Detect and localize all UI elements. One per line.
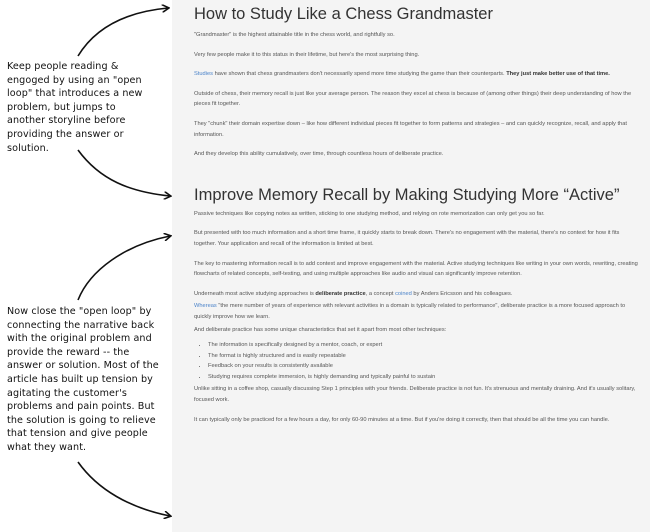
- section2-paragraph: The key to mastering information recall is to add context and improve engagement with the material. Active studying techniques like writing in your own words, rewriting, creating flowcharts of related concepts, self-testing, and using multiple approaches like audio and visual can significantly improve retention.: [194, 260, 638, 278]
- list-item: • The information is specifically designed by a mentor, coach, or expert: [208, 340, 640, 351]
- section2-title: Improve Memory Recall by Making Studying More “Active”: [194, 185, 620, 204]
- section2-paragraph: And deliberate practice has some unique characteristics that set it apart from most other techniques:: [194, 326, 447, 333]
- section1-paragraph: They "chunk" their domain expertise down – like how different individual pieces fit together to form patterns and strategies – and can quickly recognize, recall, and apply that information.: [194, 120, 627, 138]
- section2-paragraph: Whereas "the mere number of years of experience with relevant activities in a domain is typically related to performance", deliberate practice is a more focused approach to quickly improve how we learn.: [194, 303, 626, 320]
- section1-paragraph: "Grandmaster" is the highest attainable title in the chess world, and rightfully so.: [194, 32, 395, 38]
- annotation-open-loop: Keep people reading & engoged by using an "open loop" that introduces a new problem, but jumps to another storyline before providing the answer or solution.: [7, 61, 143, 154]
- arrow-to-section2-top: [78, 236, 170, 300]
- section1-paragraph: Studies have shown that chess grandmasters don't necessarily spend more time studying the game than their counterparts. They just make better use of that time.: [194, 71, 610, 78]
- section2-paragraph: But presented with too much information and a short time frame, it quickly starts to break down. There's no engagement with the material, there's no context for how it fits together. Your application and recall of the information is limited at best.: [194, 230, 620, 247]
- annotation-close-loop: Now close the "open loop" by connecting the narrative back with the original problem and provide the reward -- the answer or solution. Most of the article has built up tension by agitating the customer's problems and pain points. But the solution is going to relieve that tension and give people what they want.: [7, 306, 159, 453]
- section2-paragraph: It can typically only be practiced for a few hours a day, for only 60-90 minutes at a time. But if you're doing it correctly, then that should be all the time you can handle.: [194, 416, 610, 423]
- arrow-to-section1-end: [78, 150, 170, 196]
- section2-paragraph: Passive techniques like copying notes as written, sticking to one studying method, and relying on rote memorization can only get you so far.: [194, 210, 545, 217]
- list-item: • The format is highly structured and is easily repeatable: [208, 351, 640, 362]
- arrow-to-section1-top: [78, 8, 168, 56]
- section2-paragraph: Underneath most active studying approaches is deliberate practice, a concept coined by Anders Ericsson and his colleagues.: [194, 290, 513, 297]
- studies-link[interactable]: Studies: [194, 71, 213, 78]
- whereas-link[interactable]: Whereas: [194, 303, 217, 310]
- characteristics-list: [208, 340, 640, 382]
- annotation-arrows: [0, 0, 200, 532]
- coined-link[interactable]: coined: [395, 290, 412, 297]
- list-item: • Studying requires complete immersion, is highly demanding and typically painful to sustain: [208, 372, 640, 383]
- list-item: • Feedback on your results is consistently available: [208, 361, 640, 372]
- section1-paragraph: And they develop this ability cumulatively, over time, through countless hours of deliberate practice.: [194, 151, 444, 158]
- section1-paragraph: Very few people make it to this status in their lifetime, but here's the most surprising thing.: [194, 51, 420, 58]
- article-screenshot: [172, 0, 650, 532]
- arrow-to-section2-end: [78, 462, 170, 516]
- section1-title: How to Study Like a Chess Grandmaster: [194, 5, 493, 23]
- section2-paragraph: Unlike sitting in a coffee shop, casually discussing Step 1 principles with your friends. Deliberate practice is not fun. It's strenuous and mentally draining. And it's usually solitary, focused work.: [194, 386, 636, 404]
- section1-paragraph: Outside of chess, their memory recall is just like your average person. The reason they excel at chess is because of (among other things) their deep understanding of how the pieces fit together.: [194, 90, 632, 108]
